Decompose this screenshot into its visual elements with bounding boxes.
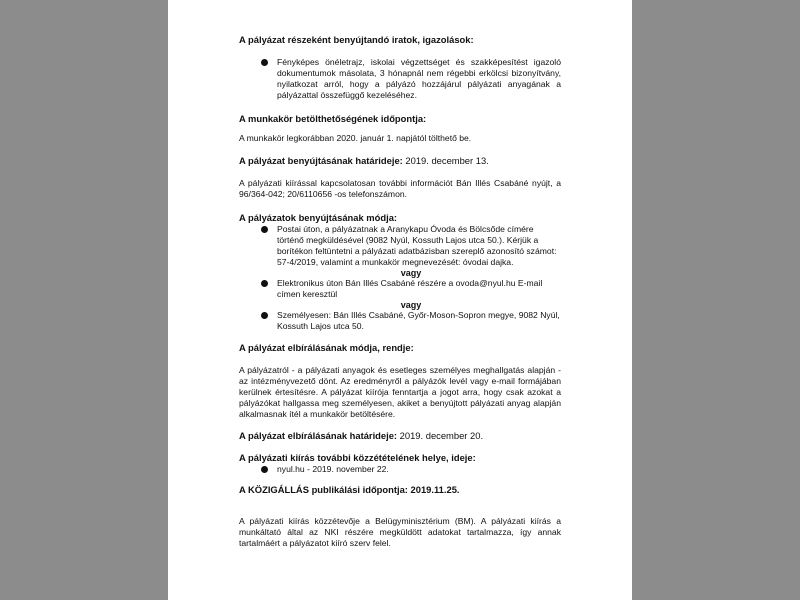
bullet-icon bbox=[261, 226, 268, 233]
or-separator: vagy bbox=[400, 300, 422, 310]
publish-list bbox=[239, 464, 561, 475]
deadline-label: A pályázat benyújtásának határideje: bbox=[239, 155, 403, 166]
eval-deadline-label: A pályázat elbírálásának határideje: bbox=[239, 430, 398, 441]
submit-post-text: Postai úton, a pályázatnak a Aranykapu Óvoda és Bölcsőde címére történő megküldésével (9082 Nyúl, Kossuth Lajos utca 50.). Kérjük a borítékon feltüntetni a pályázati adatbázisban szereplő azonosító számot: 57-4/2019, valamint a munkakör megnevezését: óvodai dajka. bbox=[277, 224, 557, 267]
docs-item bbox=[239, 57, 561, 101]
publish-item-text: nyul.hu - 2019. november 22. bbox=[277, 464, 389, 474]
docs-heading: A pályázat részeként benyújtandó iratok, igazolások: bbox=[239, 34, 474, 45]
bullet-icon bbox=[261, 280, 268, 287]
submit-person-text: Személyesen: Bán Illés Csabáné, Győr-Moson-Sopron megye, 9082 Nyúl, Kossuth Lajos utca 50. bbox=[277, 310, 560, 331]
info-text: A pályázati kiírással kapcsolatosan további információt Bán Illés Csabáné nyújt, a 96/364-042; 20/6110656 -os telefonszámon. bbox=[239, 178, 561, 199]
start-text: A munkakör legkorábban 2020. január 1. napjától tölthető be. bbox=[239, 133, 472, 143]
submit-person bbox=[239, 310, 561, 332]
deadline-line bbox=[239, 155, 561, 167]
publish-item bbox=[239, 464, 561, 475]
publish-heading: A pályázati kiírás további közzétételének helye, ideje: bbox=[239, 452, 476, 463]
kozigallas-line: A KÖZIGÁLLÁS publikálási időpontja: 2019.11.25. bbox=[239, 484, 460, 495]
or-separator: vagy bbox=[400, 268, 422, 278]
eval-deadline-value: 2019. december 20. bbox=[397, 430, 484, 441]
eval-text: A pályázatról - a pályázati anyagok és esetleges személyes meghallgatás alapján - az intézményvezető dönt. Az eredményről a pályázók levél vagy e-mail formájában kerülnek értesítésre. A pályázat kiírója fenntartja a jogot arra, hogy csak azokat a pályázókat hallgassa meg személyesen, akiket a benyújtott pályázati anyag alapján alkalmasnak ítél a munkakör betöltésére. bbox=[239, 365, 561, 419]
submit-email bbox=[239, 278, 561, 300]
docs-list bbox=[239, 57, 561, 101]
submit-heading: A pályázatok benyújtásának módja: bbox=[239, 212, 398, 223]
bullet-icon bbox=[261, 466, 268, 473]
submit-email-text: Elektronikus úton Bán Illés Csabáné részére a ovoda@nyul.hu E-mail címen keresztül bbox=[277, 278, 543, 299]
bullet-icon bbox=[261, 312, 268, 319]
submit-post bbox=[239, 224, 561, 268]
docs-item-text: Fényképes önéletrajz, iskolai végzettséget és szakképesítést igazoló dokumentumok másolata, 3 hónapnál nem régebbi erkölcsi bizonyítvány, nyilatkozat arról, hogy a pályázó hozzájárul pályázati anyagának a pályázattal összefüggő kezeléséhez. bbox=[277, 57, 561, 100]
eval-deadline-line bbox=[239, 430, 561, 442]
submit-list bbox=[239, 224, 561, 332]
document-content bbox=[239, 34, 561, 549]
closing-text: A pályázati kiírás közzétevője a Belügyminisztérium (BM). A pályázati kiírás a munkáltató által az NKI részére megküldött adatokat tartalmazza, így annak tartalmáért a pályázatot kiíró szerv felel. bbox=[239, 516, 561, 548]
start-heading: A munkakör betölthetőségének időpontja: bbox=[239, 113, 427, 124]
deadline-value: 2019. december 13. bbox=[402, 155, 489, 166]
bullet-icon bbox=[261, 59, 268, 66]
eval-heading: A pályázat elbírálásának módja, rendje: bbox=[239, 342, 414, 353]
document-page bbox=[168, 0, 632, 600]
